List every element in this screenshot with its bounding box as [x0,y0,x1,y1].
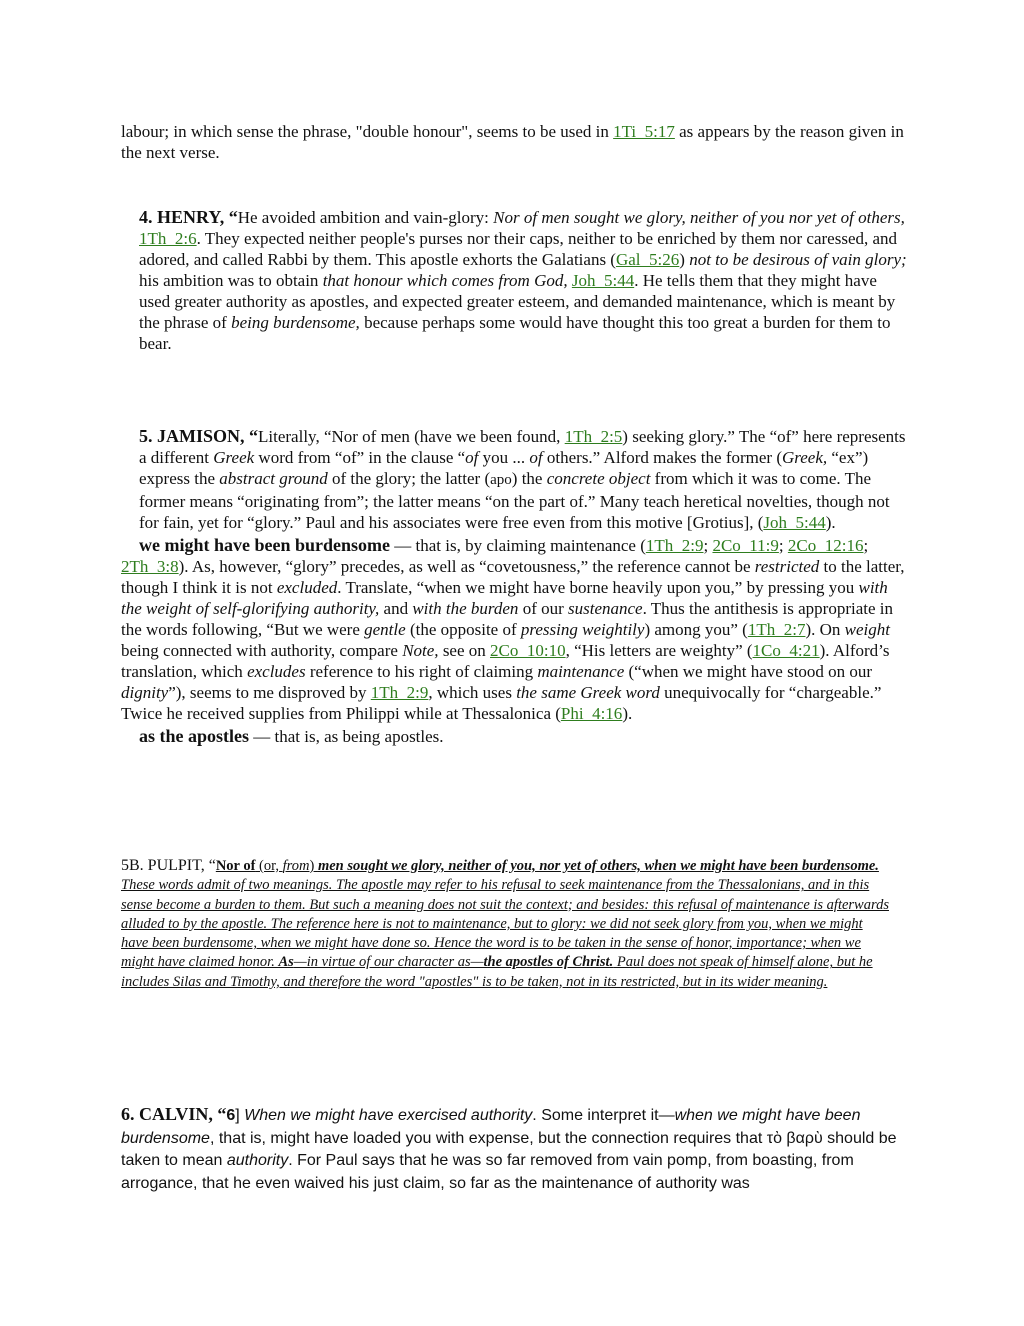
text-run: and [379,599,413,618]
text-run: labour; in which sense the phrase, "double honour", seems to be used in [121,122,614,141]
italic-text: Paul does not speak of himself alone, but he includes Silas and Timothy, and therefore the word "apostles" is to be taken, not in its restricted, but in its wider meaning. [121,954,873,990]
section-heading: 5. JAMISON, “ [139,426,259,446]
bold-text: Nor of [215,858,256,874]
text-run: (or, [255,858,283,874]
italic-text: —in virtue of our character as— [293,954,484,971]
scripture-link[interactable]: 1Ti_5:17 [613,122,675,141]
text-run: . He tells them that they might have used greater authority as apostles, and expected greater esteem, and demanded maintenance, which is meant by the phrase of [139,271,896,332]
italic-text: being burdensome, [231,313,360,332]
italic-text: of [465,448,479,467]
separator: ; [703,536,713,555]
jamison-paragraph-2 [121,535,911,724]
text-run: to the latter, though I think it is not [121,557,905,597]
italic-text: not to be desirous of vain glory; [689,250,907,269]
scripture-link[interactable]: 2Th_3:8 [121,557,179,576]
text-run: ] [235,1107,245,1124]
italic-text: of [529,448,543,467]
italic-text: When we might have exercised authority [244,1107,533,1124]
italic-text: sustenance [568,599,643,618]
italic-text: authority [226,1152,289,1169]
bold-phrase: we might have been burdensome [139,535,390,555]
italic-text: Nor of men sought we glory, neither of you nor yet of others, [493,208,905,227]
text-run: ). As, however, “glory” precedes, as well as “covetousness,” the reference cannot be [178,557,755,576]
scripture-link[interactable]: 1Co_4:21 [752,641,820,660]
text-run: — that is, as being apostles. [249,727,444,746]
italic-text: excluded [276,578,338,597]
text-run: (the opposite of [405,620,521,639]
text-run: others.” Alford makes the former ( [542,448,782,467]
scripture-link[interactable]: 2Co_10:10 [490,641,566,660]
scripture-link[interactable]: 1Th_2:6 [139,229,197,248]
text-run: reference to his right of claiming [305,662,538,681]
scripture-link[interactable]: Joh_5:44 [763,513,826,532]
scripture-link[interactable]: Joh_5:44 [571,271,635,290]
text-run: you ... [478,448,530,467]
text-run: . Translate, “when we might have borne heavily upon you,” by pressing you [337,578,859,597]
text-run: unequivocally for “chargeable.” Twice he received supplies from Philippi while at Thessalonica ( [121,683,882,723]
text-run: of our [518,599,569,618]
calvin-paragraph [121,1103,911,1195]
scripture-link[interactable]: 2Co_12:16 [787,536,864,555]
scripture-link[interactable]: 1Th_2:9 [370,683,429,702]
italic-text: These words admit of two meanings. The apostle may refer to his refusal to seek maintenance from the Thessalonians, and in this sense become a burden to them. But such a meaning does not suit the context; and besides: this refusal of maintenance is afterwards alluded to by the apostle. The reference here is not to maintenance, but to glory: we did not seek glory from you, when we might have been burdensome, when we might have done so. Hence the word is to be taken in the sense of honor, importance; when we might have claimed honor. [121,877,889,971]
text-run: , which uses [428,683,517,702]
text-run: ). [622,704,633,723]
text-run: . Thus the antithesis is appropriate in the words following, “But we were [121,599,894,639]
text-run: — that is, by claiming maintenance ( [390,536,646,555]
scripture-link[interactable]: 1Th_2:9 [645,536,704,555]
text-run: as appears by the reason given in the next verse. [121,122,904,162]
section-heading: 4. HENRY, “ [139,207,238,227]
text-run: ”), seems to me disproved by [168,683,371,702]
verse-number: 6 [226,1107,236,1124]
text-run: . They expected neither people's purses nor their caps, neither to be enriched by them nor caressed, and adored, and called Rabbi by them. This apostle exhorts the Galatians ( [139,229,898,269]
italic-text: dignity [121,683,169,702]
text-run: (“when we might have stood on our [624,662,873,681]
text-run: of the glory; the latter ( [327,469,491,488]
section-heading: 5B. PULPIT, “ [121,857,216,874]
text-run: being connected with authority, compare [121,641,403,660]
text-run: . Some interpret it— [532,1107,675,1124]
text-run: He avoided ambition and vain-glory: [237,208,494,227]
text-run: ) [679,250,690,269]
text-run: ) among you” ( [644,620,748,639]
henry-paragraph [121,207,911,354]
italic-text: Note, [402,641,439,660]
scripture-link[interactable]: 1Th_2:7 [747,620,806,639]
transliteration: apo [490,472,512,488]
section-heading: 6. CALVIN, “ [121,1104,227,1124]
italic-text: with the burden [412,599,519,618]
italic-text: from [282,858,310,874]
scripture-link[interactable]: Phi_4:16 [560,704,623,723]
italic-text: restricted [754,557,820,576]
italic-text: pressing weightily [520,620,645,639]
jamison-section [121,426,911,747]
text-run: his ambition was to obtain [139,271,323,290]
pulpit-paragraph [121,856,891,992]
italic-text: abstract ground [219,469,328,488]
italic-text: concrete object [546,469,651,488]
scripture-link[interactable]: Gal_5:26 [615,250,680,269]
italic-text: Greek [213,448,255,467]
text-run: , that is, might have loaded you with expense, but the connection requires that τὸ βαρὺ should be taken to mean [121,1129,897,1169]
text-run: because perhaps some would have thought this too great a burden for them to bear. [139,313,891,353]
separator: ; [778,536,788,555]
italic-text: maintenance [537,662,625,681]
bold-italic-text: men sought we glory, neither of you, nor yet of others, when we might have been burdensome. [317,858,879,874]
italic-text: with the weight of self-glorifying authority, [121,578,888,618]
text-run: . For Paul says that he was so far removed from vain pomp, from boasting, from arrogance, that he even waived his just claim, so far as the maintenance of authority was [121,1152,854,1192]
text-run: , “His letters are weighty” ( [565,641,753,660]
italic-text: the same Greek word [516,683,660,702]
italic-text: when we might have been burdensome [121,1107,861,1147]
text-run: from which it was to come. The former means “originating from”; the latter means “on the part of.” Many teach heretical novelties, though not for fain, yet for “glory.” Paul and his associates were free even from this motive [Grotius], ( [139,469,890,532]
italic-text: excludes [247,662,306,681]
text-run: word from “of” in the clause “ [254,448,466,467]
bold-phrase: as the apostles [139,726,250,746]
jamison-paragraph-3 [121,726,911,747]
bold-italic-text: the apostles of Christ. [483,954,614,971]
text-run: ) seeking glory.” The “of” here represents a different [139,427,906,467]
bold-italic-text: As [278,954,294,971]
italic-text: Greek, [781,448,828,467]
text-run: see on [438,641,491,660]
scripture-link[interactable]: 2Co_11:9 [712,536,779,555]
text-run: ). On [805,620,845,639]
text-run: Literally, “Nor of men (have we been found, [258,427,565,446]
italic-text: gentle [364,620,406,639]
italic-text: that honour which comes from God, [322,271,568,290]
separator: ; [863,536,869,555]
jamison-paragraph-1 [121,426,911,533]
text-run: “ex”) express the [139,448,869,488]
text-run: ). [825,513,836,532]
text-run: ) [309,858,318,874]
text-run: ) the [511,469,547,488]
text-run: ). Alford’s translation, which [121,641,890,681]
scripture-link[interactable]: 1Th_2:5 [564,427,623,446]
italic-text: weight [844,620,890,639]
top-paragraph [121,121,911,163]
